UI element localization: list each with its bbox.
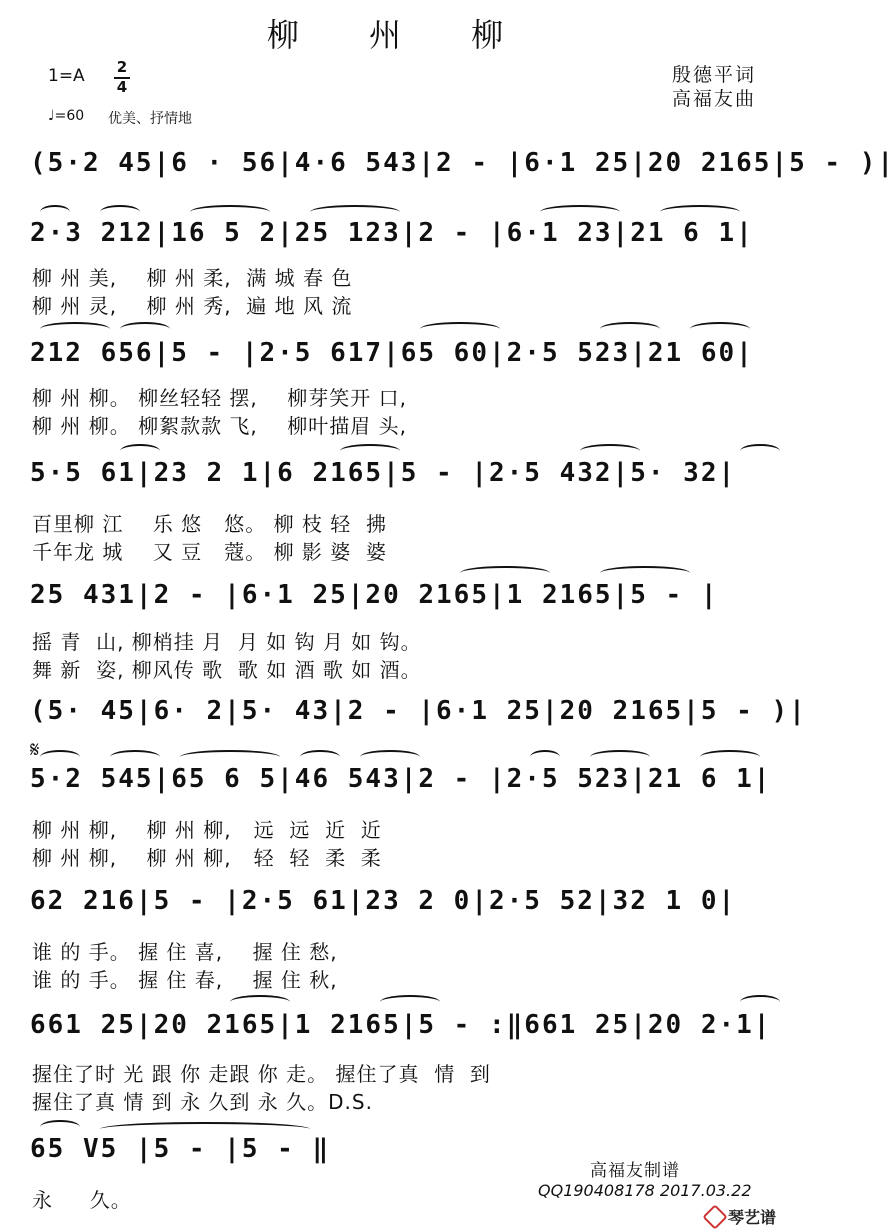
lyricist-credit: 殷德平词 (672, 64, 757, 86)
time-signature-numerator: 2 (116, 58, 128, 76)
lyrics-system-2-verse-1: 柳 州 美, 柳 州 柔, 满 城 春 色 (32, 266, 353, 290)
slur-arc (660, 205, 740, 219)
slur-arc (460, 566, 550, 580)
notation-system-3: 212 656|5 - |2·5 617|65 60|2·5 523|21 60| (30, 338, 754, 368)
tie-arc (100, 1122, 310, 1136)
slur-arc (310, 205, 400, 219)
slur-arc (540, 205, 620, 219)
notation-system-9: 661 25|20 2165|1 2165|5 - :‖661 25|20 2·1| (30, 1010, 772, 1040)
slur-arc (180, 750, 280, 764)
slur-arc (600, 322, 660, 336)
lyrics-system-3-verse-2: 柳 州 柳。 柳絮款款 飞, 柳叶描眉 头, (32, 414, 407, 438)
lyrics-system-4-verse-1: 百里柳 江 乐 悠 悠。 柳 枝 轻 拂 (32, 512, 388, 536)
notation-system-5: 25 431|2 - |6·1 25|20 2165|1 2165|5 - | (30, 580, 719, 610)
notation-system-6: (5· 45|6· 2|5· 43|2 - |6·1 25|20 2165|5 - )| (30, 696, 807, 726)
slur-arc (120, 322, 170, 336)
slur-arc (590, 750, 650, 764)
expression-marking: 优美、抒情地 (108, 111, 192, 127)
lyrics-system-9-verse-2: 握住了真 情 到 永 久到 永 久。D.S. (32, 1090, 373, 1114)
transcriber-credit: 高福友制谱 (590, 1161, 680, 1181)
lyrics-system-10-verse-1: 永 久。 (32, 1188, 132, 1212)
notation-system-1: (5·2 45|6 · 56|4·6 543|2 - |6·1 25|20 2165|5 - )| (30, 148, 895, 178)
lyrics-system-5-verse-1: 摇 青 山, 柳梢挂 月 月 如 钩 月 如 钩。 (32, 630, 422, 654)
watermark-logo (706, 1205, 776, 1228)
logo-text: 琴艺谱 (728, 1208, 777, 1227)
notation-system-7: 5·2 545|65 6 5|46 543|2 - |2·5 523|21 6 1| (30, 764, 772, 794)
key-signature: 1=A (48, 66, 85, 86)
slur-arc (190, 205, 270, 219)
slur-arc (600, 566, 690, 580)
slur-arc (380, 995, 440, 1009)
slur-arc (40, 1120, 80, 1134)
lyrics-system-5-verse-2: 舞 新 姿, 柳风传 歌 歌 如 酒 歌 如 酒。 (32, 658, 422, 682)
slur-arc (530, 750, 560, 764)
notation-system-2: 2·3 212|16 5 2|25 123|2 - |6·1 23|21 6 1| (30, 218, 754, 248)
lyrics-system-9-verse-1: 握住了时 光 跟 你 走跟 你 走。 握住了真 情 到 (32, 1062, 491, 1086)
tempo-marking: ♩=60 (48, 108, 85, 124)
segno-sign: 𝄋 (30, 738, 40, 763)
notation-system-10: 65 V5 |5 - |5 - ‖ (30, 1134, 331, 1164)
slur-arc (420, 322, 500, 336)
slur-arc (40, 322, 110, 336)
song-title: 柳 州 柳 (266, 16, 534, 54)
lyrics-system-3-verse-1: 柳 州 柳。 柳丝轻轻 摆, 柳芽笑开 口, (32, 386, 407, 410)
notation-system-4: 5·5 61|23 2 1|6 2165|5 - |2·5 432|5· 32| (30, 458, 737, 488)
composer-credit: 高福友曲 (672, 88, 757, 110)
slur-arc (340, 444, 400, 458)
lyrics-system-7-verse-1: 柳 州 柳, 柳 州 柳, 远 远 近 近 (32, 818, 382, 842)
slur-arc (580, 444, 640, 458)
slur-arc (40, 205, 70, 219)
slur-arc (300, 750, 340, 764)
time-signature-denominator: 4 (116, 78, 128, 96)
slur-arc (690, 322, 750, 336)
notation-system-8: 62 216|5 - |2·5 61|23 2 0|2·5 52|32 1 0| (30, 886, 737, 916)
lyrics-system-4-verse-2: 千年龙 城 又 豆 蔻。 柳 影 婆 婆 (32, 540, 388, 564)
slur-arc (40, 750, 80, 764)
slur-arc (700, 750, 760, 764)
slur-arc (360, 750, 420, 764)
lyrics-system-2-verse-2: 柳 州 灵, 柳 州 秀, 遍 地 风 流 (32, 294, 353, 318)
slur-arc (740, 995, 780, 1009)
lyrics-system-8-verse-1: 谁 的 手。 握 住 喜, 握 住 愁, (32, 940, 338, 964)
slur-arc (110, 750, 160, 764)
lyrics-system-8-verse-2: 谁 的 手。 握 住 春, 握 住 秋, (32, 968, 338, 992)
logo-icon (702, 1204, 727, 1229)
slur-arc (230, 995, 290, 1009)
qq-and-date: QQ190408178 2017.03.22 (538, 1181, 752, 1200)
lyrics-system-7-verse-2: 柳 州 柳, 柳 州 柳, 轻 轻 柔 柔 (32, 846, 382, 870)
slur-arc (100, 205, 140, 219)
slur-arc (740, 444, 780, 458)
slur-arc (120, 444, 160, 458)
